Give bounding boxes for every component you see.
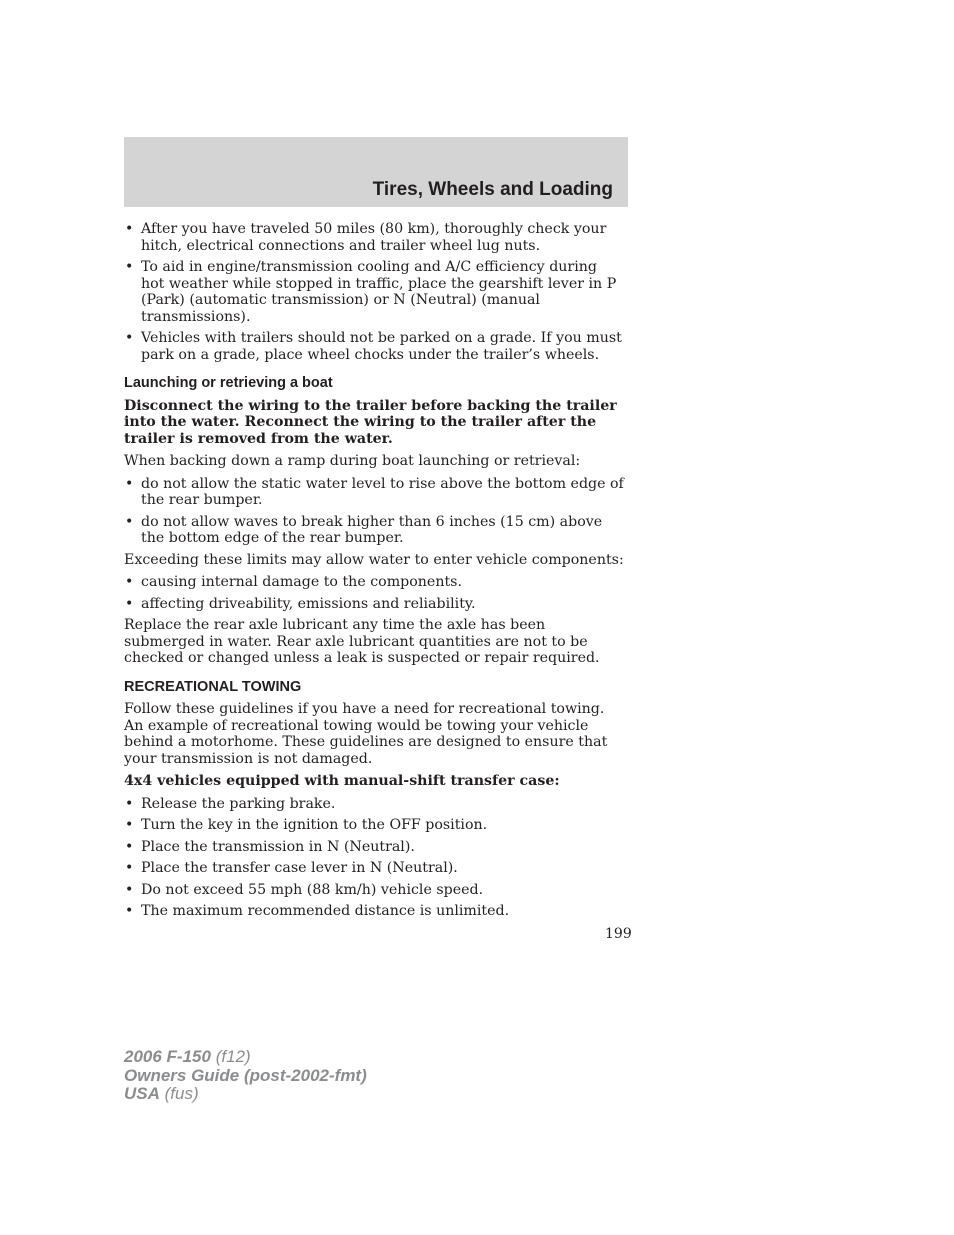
page-number: 199 (605, 926, 632, 942)
boat-heading: Launching or retrieving a boat (124, 375, 333, 391)
list-item: • To aid in engine/transmission cooling and A/C efficiency during hot weather while stopped in traffic, place the gearshift lever in P (Park) (automatic transmission) or N (Neutral) (manual transmissions). (125, 259, 617, 325)
list-item: • causing internal damage to the components. (125, 574, 462, 590)
list-item: • Place the transfer case lever in N (Neutral). (125, 860, 458, 876)
footer-line-guide: Owners Guide (post-2002-fmt) (124, 1065, 367, 1085)
bullet-icon: • (125, 881, 134, 898)
boat-bullet-list (124, 476, 624, 547)
list-item: • After you have traveled 50 miles (80 km), thoroughly check your hitch, electrical connections and trailer wheel lug nuts. (125, 221, 607, 254)
page-content (124, 221, 624, 925)
list-item: • Place the transmission in N (Neutral). (125, 838, 415, 855)
towing-heading: RECREATIONAL TOWING (124, 678, 302, 695)
list-item: • Do not exceed 55 mph (88 km/h) vehicle speed. (125, 881, 484, 898)
footer-line-model: 2006 F-150 (f12) (124, 1047, 251, 1066)
bullet-icon: • (125, 595, 134, 612)
document-footer (124, 1048, 367, 1104)
list-item: • do not allow waves to break higher than 6 inches (15 cm) above the bottom edge of the rear bumper. (125, 513, 603, 546)
towing-intro: Follow these guidelines if you have a need for recreational towing. An example of recreational towing would be towing your vehicle behind a motorhome. These guidelines are designed to ensure that your transmission is not damaged. (124, 701, 608, 767)
axle-lubricant-text: Replace the rear axle lubricant any time the axle has been submerged in water. Rear axle lubricant quantities are not to be checked or changed unless a leak is suspected or repair required. (124, 617, 600, 666)
bullet-icon: • (125, 574, 134, 590)
bullet-icon: • (125, 221, 134, 237)
boat-warning: Disconnect the wiring to the trailer before backing the trailer into the water. Reconnect the wiring to the trailer after the trailer is removed from the water. (124, 397, 617, 447)
list-item: • Release the parking brake. (125, 795, 336, 812)
list-item: • do not allow the static water level to rise above the bottom edge of the rear bumper. (125, 475, 624, 508)
section-title: Tires, Wheels and Loading (372, 179, 613, 200)
bullet-icon: • (125, 838, 134, 855)
exceed-bullet-list (124, 574, 624, 612)
list-item: • The maximum recommended distance is unlimited. (125, 903, 510, 919)
footer-line-region: USA (fus) (124, 1084, 199, 1103)
boat-lead: When backing down a ramp during boat launching or retrieval: (124, 453, 581, 469)
bullet-icon: • (125, 903, 134, 919)
towing-subhead: 4x4 vehicles equipped with manual-shift transfer case: (124, 773, 560, 789)
bullet-icon: • (125, 259, 134, 275)
intro-bullet-list (124, 221, 624, 363)
bullet-icon: • (125, 860, 134, 876)
bullet-icon: • (125, 330, 134, 346)
bullet-icon: • (125, 817, 134, 833)
section-header-band (124, 137, 628, 207)
list-item: • affecting driveability, emissions and reliability. (125, 595, 476, 612)
bullet-icon: • (125, 513, 134, 530)
bullet-icon: • (125, 795, 134, 812)
list-item: • Vehicles with trailers should not be parked on a grade. If you must park on a grade, place wheel chocks under the trailer’s wheels. (125, 330, 622, 363)
towing-bullet-list (124, 796, 624, 920)
list-item: • Turn the key in the ignition to the OFF position. (125, 817, 488, 833)
boat-exceed-text: Exceeding these limits may allow water to enter vehicle components: (124, 551, 624, 568)
bullet-icon: • (125, 475, 134, 492)
